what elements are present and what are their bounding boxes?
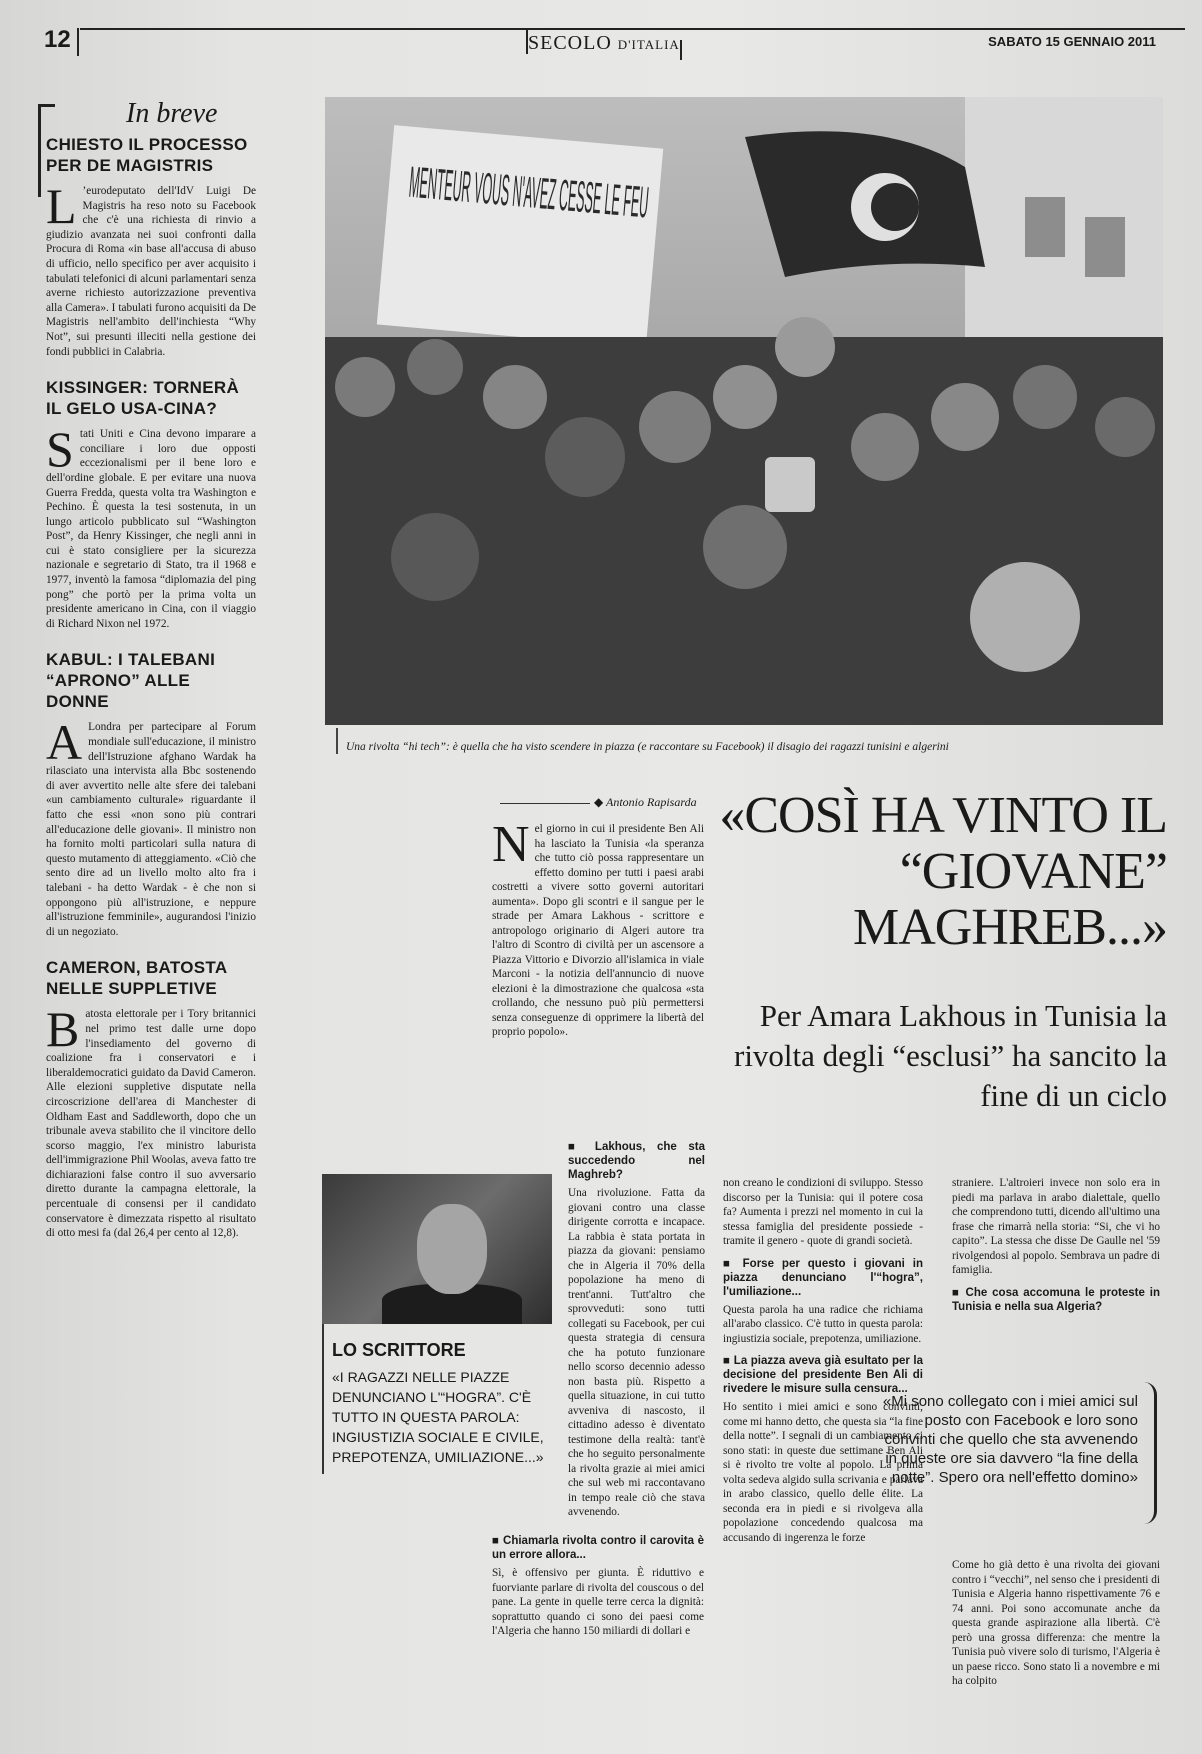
caption-bar (336, 728, 338, 754)
interview-answer: Sì, è offensivo per giunta. È riduttivo e fuorviante parlare di rivolta del couscous o del pane. La gente in quelle terre cerca la dignità: soprattutto quando ci sono dei paesi come l'Algeria che hanno 150 miliardi di dollari e (492, 1567, 704, 1637)
pull-quote-bracket (1144, 1382, 1157, 1524)
writer-label: LO SCRITTORE (332, 1340, 466, 1360)
article-column (568, 1132, 705, 1526)
brief-item (46, 649, 256, 939)
briefs-column (46, 98, 256, 1259)
interview-answer: Una rivoluzione. Fatta da giovani contro una classe dirigente corrotta e incapace. La rabbia è stata portata in piazza da giovani: pensiamo che in Algeria il 70% della popolazione ha meno di trent'anni. Tutt'altro che sprovveduti: sono tutti collegati su Facebook, per cui questa strategia di censura che ha potuto funzionare nello scorso decennio adesso non basta più. Rispetto a quella situazione, in cui tutto avveniva di nascosto, il cittadino adesso è diventato testimone della realtà: tant'è che ho seguito personalmente la rivolta grazie ai miei amici che sul web mi raccontavano in tempo reale ciò che stava avvenendo. (568, 1187, 705, 1518)
interview-question: ■ Che cosa accomuna le proteste in Tunisia e nella sua Algeria? (952, 1286, 1160, 1313)
brief-text: Stati Uniti e Cina devono imparare a conciliare i loro due opposti eccezionalismi per il bene loro e dell'ordine globale. E per evitare una nuova Guerra Fredda, questa volta tra Washington e Pechino. È questa la tesi sostenuta, in un lungo articolo pubblicato sul “Washington Post”, da Henry Kissinger, che negli anni in cui è stato consigliere per la sicurezza nazionale e segretario di Stato, tra il 1968 e 1977, inventò la famosa “diplomazia del ping pong” che portò per la prima volta un presidente americano in Cina, con il viaggio di Richard Nixon nel 1972. (46, 421, 256, 630)
writer-quote: «I RAGAZZI NELLE PIAZZE DENUNCIANO L'“HOGRA”. C'È TUTTO IN QUESTA PAROLA: INGIUSTIZIA SOCIALE E CIVILE, PREPOTENZA, UMILIAZIONE...» (332, 1369, 544, 1465)
writer-box (322, 1174, 552, 1467)
article-subtitle: Per Amara Lakhous in Tunisia la rivolta degli “esclusi” ha sancito la fine di un ciclo (734, 998, 1167, 1113)
article-title: «COSÌ HA VINTO IL “GIOVANE” MAGHREB...» (719, 787, 1167, 956)
byline: ◆ Antonio Rapisarda (500, 795, 697, 810)
interview-answer: straniere. L'altroieri invece non solo era in piedi ma parlava in arabo dialettale, quello che comprendono tutti, dicendo all'ultimo una frase che rimarrà nella storia: “Si, che vi ho capito”. La stessa che disse De Gaulle nel '59 rivolgendosi al popolo. Sembrava un padre di famiglia. (952, 1177, 1160, 1276)
article-column (492, 1526, 704, 1645)
article-column (952, 1176, 1160, 1318)
brief-text: A Londra per partecipare al Forum mondiale sull'educazione, il ministro dell'Istruzione afghano Wardak ha rilasciato una intervista alla Bbc sostenendo di aver avvertito nelle alte sfere dei talebani «un cambiamento culturale» riguardante il fatto che essi «non sono più contrari all'educazione delle giovani». Il ministro non ha fornito molti particolari sulla natura di questo mutamento di atteggiamento. «Ciò che sento dire ad un livello molto alto fra i talebani - ha detto Wardak - è che non si oppongono più all'istruzione, e neppure all'istruzione femminile», augurandosi l'inizio di un negoziato. (46, 714, 256, 938)
header-rule (77, 28, 79, 56)
page-number: 12 (44, 26, 71, 53)
interview-answer: Ho sentito i miei amici e sono convinti, come mi hanno detto, che questa sia “la fine della notte”. I segnali di un cambiamento ci sono stati: in queste due settimane Ben Ali si è rivolto tre volte al popolo. La prima volta sedeva algido sulla scrivania e parlava in arabo classico, quello delle élite. La seconda era in piedi e si rivolgeva alla popolazione concedendo qualcosa ma accusando di ingerenza le forze (723, 1401, 923, 1544)
article-column (723, 1176, 923, 1551)
interview-question: ■ Forse per questo i giovani in piazza denunciano l'“hogra”, l'umiliazione... (723, 1257, 923, 1298)
brief-text: Batosta elettorale per i Tory britannici nel primo test dalle urne dopo l'insediamento del governo di coalizione fra i conservatori e i liberaldemocratici guidato da David Cameron. Alle elezioni suppletive disputate nella circoscrizione dell'area di Manchester di Oldham East and Saddleworth, dopo che un tribunale aveva stabilito che il vincitore dello scorso maggio, l'ex ministro laburista dell'immigrazione Phil Woolas, aveva fatto tre dichiarazioni false contro il suo avversario diretto durante la campagna elettorale, la percentuale di consensi per il candidato conservatore è dimezzata rispetto al risultato di otto mesi fa (dal 26,4 per cento al 12,8). (46, 1001, 256, 1240)
writer-photo (322, 1174, 552, 1324)
brief-text: L ’eurodeputato dell'IdV Luigi De Magistris ha reso noto su Facebook che c'è una richiesta di rinvio a giudizio avanzata nei suoi confronti dalla Procura di Roma «in base all'accusa di abuso di ufficio, nello specifico per aver acquisito i tabulati telefonici di alcuni parlamentari senza averne richiesto autorizzazione preventiva alla Camera». I tabulati furono acquisiti da De Magistris nell'ambito dell'inchiesta “Why Not”, sui presunti illeciti nella gestione dei fondi pubblici in Calabria. (46, 178, 256, 358)
interview-answer: non creano le condizioni di sviluppo. Stesso discorso per la Tunisia: qui il potere cosa fa? Aumenta i prezzi nel momento in cui la stessa famiglia del presidente possiede - tramite il genero - quote di grandi società. (723, 1177, 923, 1247)
brief-title: KISSINGER: TORNERÀ IL GELO USA-CINA? (46, 378, 240, 419)
interview-question: ■ La piazza aveva già esultato per la decisione del presidente Ben Ali di rivedere le misure sulla censura... (723, 1355, 923, 1395)
header-rule (80, 28, 1185, 30)
article-lead: Nel giorno in cui il presidente Ben Ali ha lasciato la Tunisia «la speranza che tutto ciò possa rappresentare un effetto domino per tutti i paesi arabi costretti a vivere sotto governi autoritari aumenta». Dopo gli scontri e il sangue per le strade per Amara Lakhous - scrittore e antropologo originario di Algeri autore tra l'altro di Scontro di civiltà per un ascensore a Piazza Vittorio e Divorzio all'islamica in viale Marconi - la notizia dell'annuncio di nuove elezioni è la dimostrazione che qualcosa «sta crollando, che nessuno può più permettersi senza conseguenze di opprimere la libertà del proprio popolo». (492, 816, 704, 1038)
briefs-label: In breve (126, 98, 218, 129)
interview-answer: Come ho già detto è una rivolta dei giovani contro i “vecchi”, nel senso che i presidenti di Tunisia e Algeria hanno rispettivamente 76 e 74 anni. Poi sono accomunate anche da questa grande aspirazione alla libertà. C'è però una grossa differenza: che mentre la Tunisia può vivere solo di turismo, l'Algeria è un paese ricco. Sono stato lì a novembre e mi ha colpito (952, 1559, 1160, 1687)
article-column (952, 1558, 1160, 1695)
brief-title: CAMERON, BATOSTA NELLE SUPPLETIVE (46, 958, 227, 999)
brief-title: CHIESTO IL PROCESSO PER DE MAGISTRIS (46, 135, 248, 175)
photo-caption: Una rivolta “hi tech”: è quella che ha visto scendere in piazza (e raccontare su Facebook) il disagio dei ragazzi tunisini e algerini (346, 741, 949, 753)
header-rule (680, 40, 682, 60)
interview-answer: Questa parola ha una radice che richiama all'arabo classico. C'è tutto in questa parola: ingiustizia sociale, prepotenza, umiliazione. (723, 1303, 923, 1345)
brief-item (46, 377, 256, 631)
brief-item (46, 957, 256, 1241)
pull-quote: «Mi sono collegato con i miei amici sul posto con Facebook e loro sono convinti che quello che sta avvenendo in queste ore sia davvero “la fine della notte”. Spero ora nell'effetto domino» (882, 1393, 1138, 1486)
issue-date: SABATO 15 GENNAIO 2011 (988, 34, 1156, 49)
protest-photo (325, 97, 1163, 725)
brief-item (46, 134, 256, 359)
masthead: SECOLO D'ITALIA (528, 32, 680, 54)
page-header (40, 26, 1160, 56)
brief-title: KABUL: I TALEBANI “APRONO” ALLE DONNE (46, 650, 216, 712)
interview-question: ■ Lakhous, che sta succedendo nel Maghreb? (568, 1141, 705, 1181)
interview-question: ■ Chiamarla rivolta contro il carovita è un errore allora... (492, 1535, 704, 1561)
